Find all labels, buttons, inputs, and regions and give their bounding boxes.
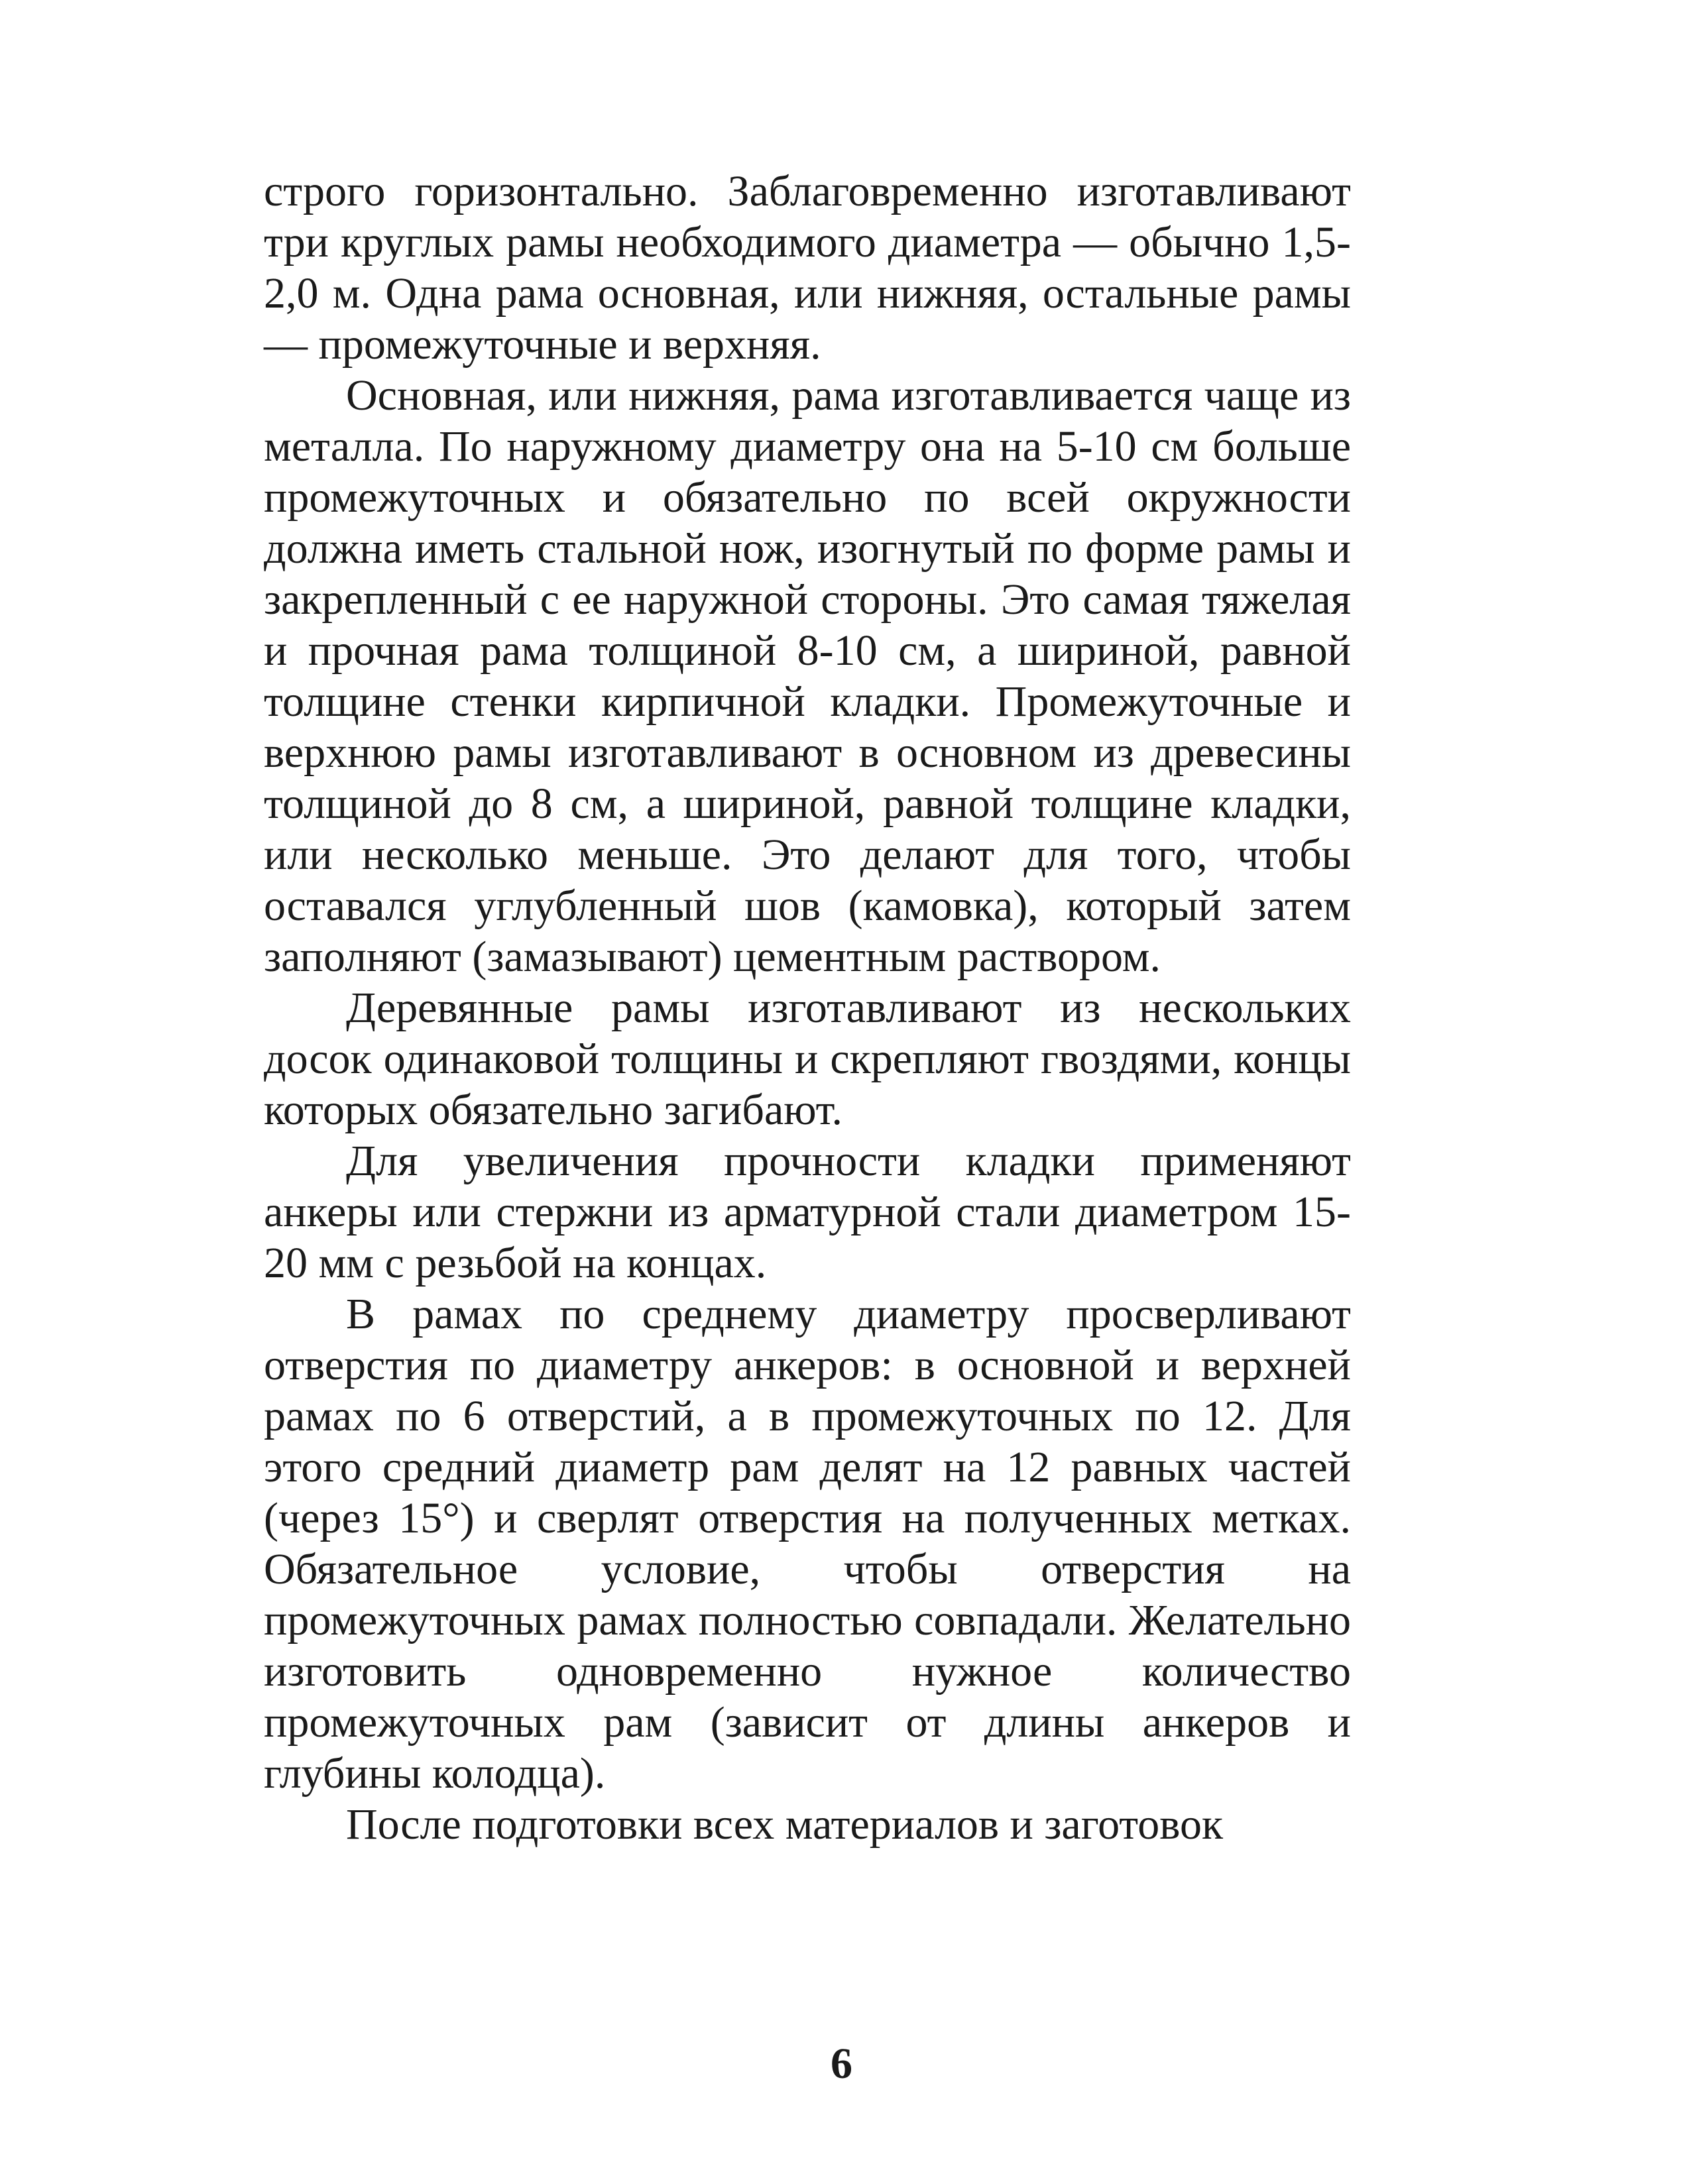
page-number: 6 xyxy=(831,2040,852,2088)
paragraph-continuation: строго горизонтально. Заблаговременно изготавливают три круглых рамы необходимого диаметра — обычно 1,5-2,0 м. Одна рама основная, или нижняя, остальные рамы — промежуточные и верхняя. xyxy=(264,167,1351,369)
paragraph-anchors: Для увеличения прочности кладки применяют анкеры или стержни из арматурной стали диаметром 15-20 мм с резьбой на концах. xyxy=(264,1137,1351,1287)
paragraph-after-preparation: После подготовки всех материалов и заготовок xyxy=(346,1800,1224,1849)
body-text xyxy=(264,166,1351,1850)
paragraph-base-frame: Основная, или нижняя, рама изготавливается чаще из металла. По наружному диаметру она на 5-10 см больше промежуточных и обязательно по всей окружности должна иметь стальной нож, изогнутый по форме рамы и закрепленный с ее наружной стороны. Это самая тяжелая и прочная рама толщиной 8-10 см, а шириной, равной толщине стенки кирпичной кладки. Промежуточные и верхнюю рамы изготавливают в основном из древесины толщиной до 8 см, а шириной, равной толщине кладки, или несколько меньше. Это делают для того, чтобы оставался углубленный шов (камовка), который затем заполняют (замазывают) цементным раствором. xyxy=(264,371,1351,981)
paragraph-wooden-frames: Деревянные рамы изготавливают из нескольких досок одинаковой толщины и скрепляют гвоздями, концы которых обязательно загибают. xyxy=(264,984,1351,1134)
paragraph-drilling: В рамах по среднему диаметру просверливают отверстия по диаметру анкеров: в основной и верхней рамах по 6 отверстий, а в промежуточных по 12. Для этого средний диаметр рам делят на 12 равных частей (через 15°) и сверлят отверстия на полученных метках. Обязательное условие, чтобы отверстия на промежуточных рамах полностью совпадали. Желательно изготовить одновременно нужное количество промежуточных рам (зависит от длины анкеров и глубины колодца). xyxy=(264,1290,1351,1798)
